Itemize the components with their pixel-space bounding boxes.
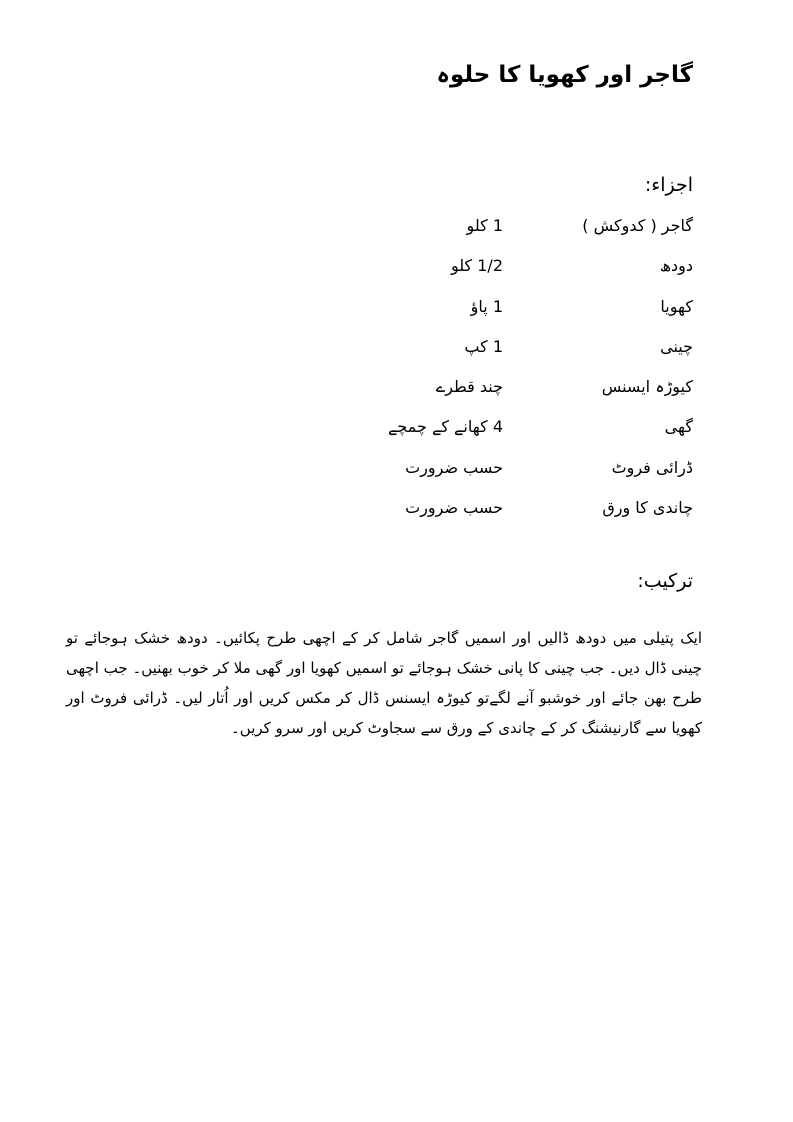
ingredient-row [0, 492, 793, 532]
ingredient-row [0, 210, 793, 250]
ingredient-quantity: حسب ضرورت [405, 457, 503, 477]
ingredient-row [0, 291, 793, 331]
recipe-title: گاجر اور کھویا کا حلوہ [436, 62, 693, 88]
ingredient-quantity: 1 پاؤ [470, 296, 503, 316]
ingredient-row [0, 371, 793, 411]
ingredient-row [0, 452, 793, 492]
ingredient-row [0, 250, 793, 290]
ingredient-name: ڈرائی فروٹ [611, 457, 693, 477]
ingredient-name: دودھ [659, 256, 693, 276]
ingredient-quantity: 1 کلو [466, 216, 503, 235]
ingredient-quantity: حسب ضرورت [405, 498, 503, 518]
ingredient-name: کھویا [660, 296, 693, 316]
ingredient-quantity: 1/2 کلو [450, 256, 503, 276]
ingredient-row [0, 411, 793, 451]
ingredient-name: چینی [660, 336, 693, 356]
ingredients-list [0, 210, 793, 532]
ingredient-quantity: 4 کھانے کے چمچے [388, 417, 503, 437]
ingredient-name: گاجر ( کدوکش ) [582, 216, 693, 235]
ingredient-name: کیوڑہ ایسنس [601, 377, 693, 397]
ingredient-name: گھی [664, 417, 693, 437]
ingredients-heading: اجزاء: [644, 174, 693, 196]
method-heading: ترکیب: [637, 570, 693, 592]
ingredient-row [0, 331, 793, 371]
ingredient-quantity: 1 کپ [464, 336, 503, 356]
method-paragraph: ایک پتیلی میں دودھ ڈالیں اور اسمیں گاجر شامل کر کے اچھی طرح پکائیں۔ دودھ خشک ہوجائے تو چینی ڈال دیں۔ جب چینی کا پانی خشک ہوجائے تو اسمیں کھویا اور گھی ملا کر خوب بھنیں۔ جب اچھی طرح بھن جائے اور خوشبو آنے لگےتو کیوڑہ ایسنس ڈال کر مکس کریں اور اُتار لیں۔ ڈرائی فروٹ اور کھویا سے گارنیشنگ کر کے چاندی کے ورق سے سجاوٹ کریں اور سرو کریں۔ [66, 629, 702, 737]
ingredient-name: چاندی کا ورق [602, 498, 693, 518]
ingredient-quantity: چند قطرے [435, 377, 503, 397]
